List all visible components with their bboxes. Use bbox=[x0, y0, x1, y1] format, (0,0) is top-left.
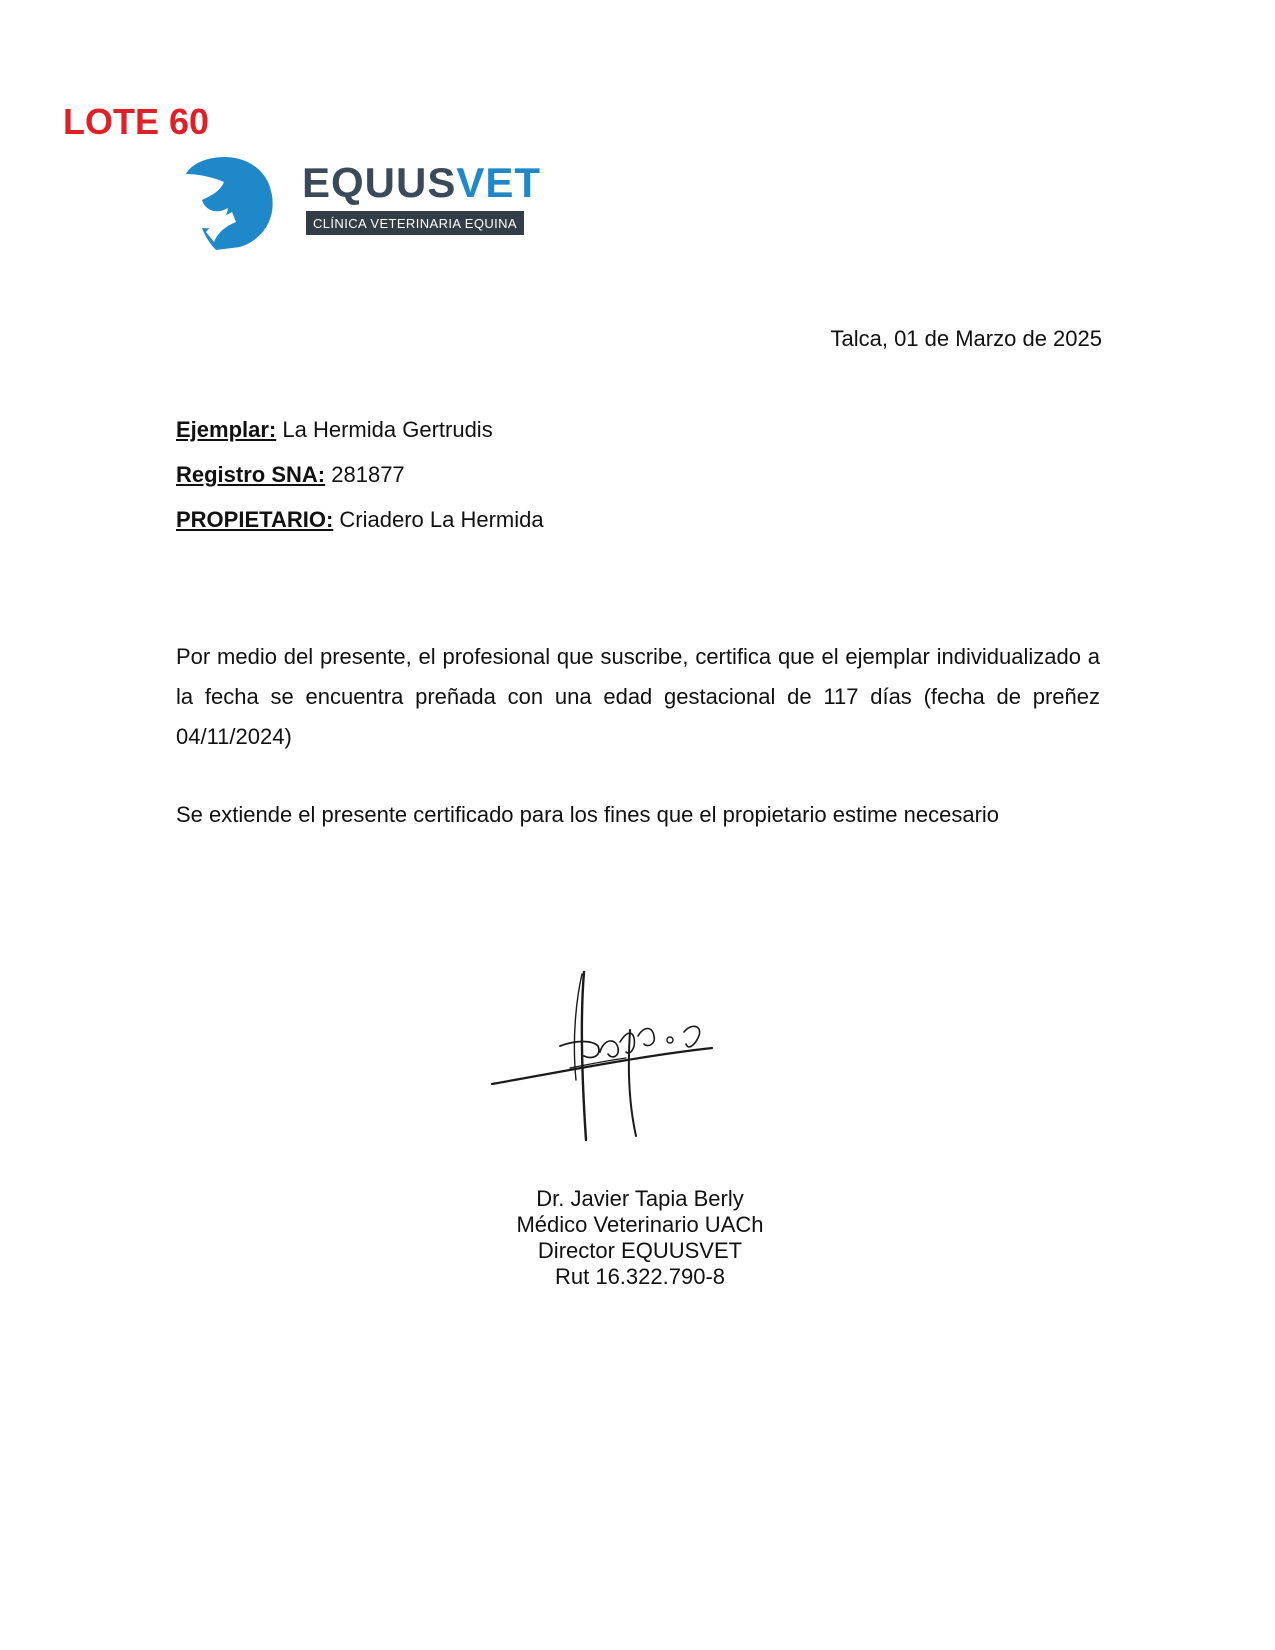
signer-name: Dr. Javier Tapia Berly bbox=[536, 1186, 744, 1211]
handwritten-signature bbox=[480, 960, 750, 1150]
date-line: Talca, 01 de Marzo de 2025 bbox=[830, 326, 1102, 351]
field-label: PROPIETARIO: bbox=[176, 507, 334, 532]
field-label: Ejemplar: bbox=[176, 417, 277, 442]
field-label: Registro SNA: bbox=[176, 462, 326, 487]
certificate-body bbox=[176, 637, 1100, 835]
signer-block bbox=[440, 1186, 840, 1290]
logo-word-vet: VET bbox=[456, 159, 542, 206]
equusvet-logo bbox=[180, 152, 540, 262]
certification-paragraph: Por medio del presente, el profesional que suscribe, certifica que el ejemplar individualizado a la fecha se encuentra preñada con una edad gestacional de 117 días (fecha de preñez 04/11/2024) bbox=[176, 644, 1100, 749]
signer-rut: Rut 16.322.790-8 bbox=[554, 1264, 726, 1289]
field-value: Criadero La Hermida bbox=[339, 507, 544, 532]
field-propietario bbox=[176, 507, 544, 552]
field-registro-sna bbox=[176, 462, 544, 507]
signer-title: Médico Veterinario UACh bbox=[516, 1212, 764, 1237]
field-value: 281877 bbox=[331, 462, 405, 487]
field-value: La Hermida Gertrudis bbox=[282, 417, 493, 442]
closing-paragraph: Se extiende el presente certificado para los fines que el propietario estime necesario bbox=[176, 802, 1000, 827]
lot-label: LOTE 60 bbox=[63, 101, 210, 142]
logo-subtitle: CLÍNICA VETERINARIA EQUINA bbox=[306, 211, 524, 235]
logo-wordmark bbox=[302, 159, 542, 206]
animal-details bbox=[176, 417, 544, 552]
signer-role: Director EQUUSVET bbox=[537, 1238, 743, 1263]
horse-head-icon bbox=[180, 152, 280, 252]
field-ejemplar bbox=[176, 417, 544, 462]
logo-word-equus: EQUUS bbox=[302, 159, 457, 206]
